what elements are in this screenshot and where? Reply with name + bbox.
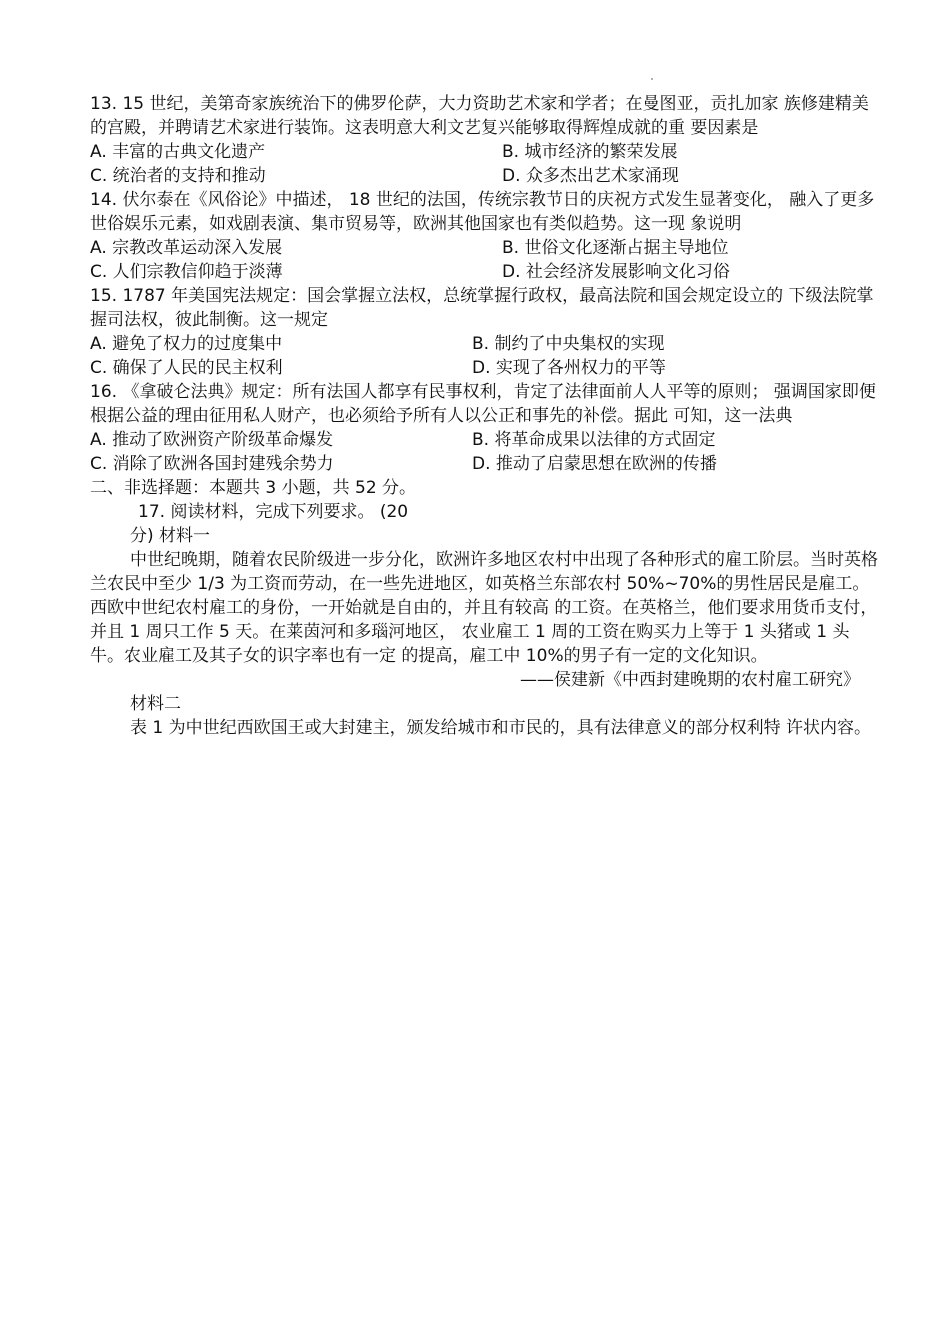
option-d[interactable]: D. 实现了各州权力的平等	[472, 358, 666, 378]
material-1-source: ——侯建新《中西封建晚期的农村雇工研究》	[520, 670, 860, 690]
material-1-text	[90, 548, 880, 668]
option-row	[90, 356, 880, 380]
section-title: 二、非选择题：本题共 3 小题，共 52 分。	[90, 478, 417, 498]
option-row	[90, 452, 880, 476]
question-13	[90, 92, 880, 188]
question-14	[90, 188, 880, 284]
option-b[interactable]: B. 将革命成果以法律的方式固定	[472, 430, 716, 450]
option-row	[90, 140, 880, 164]
material-2-text	[90, 716, 880, 740]
option-d[interactable]: D. 众多杰出艺术家涌现	[502, 166, 679, 186]
option-row	[90, 428, 880, 452]
question-stem: 14. 伏尔泰在《风俗论》中描述， 18 世纪的法国，传统宗教节日的庆祝方式发生显著变化， 融入了更多世俗娱乐元素，如戏剧表演、集市贸易等，欧洲其他国家也有类似趋势。这一现 象说明	[90, 190, 875, 234]
question-16	[90, 380, 880, 476]
option-a[interactable]: A. 避免了权力的过度集中	[90, 334, 283, 354]
option-c[interactable]: C. 确保了人民的民主权利	[90, 358, 283, 378]
option-d[interactable]: D. 推动了启蒙思想在欧洲的传播	[472, 454, 717, 474]
option-row	[90, 236, 880, 260]
option-c[interactable]: C. 消除了欧洲各国封建残余势力	[90, 454, 334, 474]
question-15	[90, 284, 880, 380]
question-stem: 16. 《拿破仑法典》规定：所有法国人都享有民事权利，肯定了法律面前人人平等的原则； 强调国家即便根据公益的理由征用私人财产，也必须给予所有人以公正和事先的补偿。据此 可知，这一法典	[90, 382, 876, 426]
option-d[interactable]: D. 社会经济发展影响文化习俗	[502, 262, 730, 282]
option-a[interactable]: A. 宗教改革运动深入发展	[90, 238, 283, 258]
option-row	[90, 164, 880, 188]
material-1-heading: 分) 材料一	[130, 526, 211, 546]
option-row	[90, 260, 880, 284]
material-1-body: 中世纪晚期，随着农民阶级进一步分化，欧洲许多地区农村中出现了各种形式的雇工阶层。当时英格兰农民中至少 1/3 为工资而劳动，在一些先进地区，如英格兰东部农村 50%~70%的男性居民是雇工。西欧中世纪农村雇工的身份，一开始就是自由的，并且有较高 的工资。在英格兰，他们要求用货币支付，并且 1 周只工作 5 天。在莱茵河和多瑙河地区， 农业雇工 1 周的工资在购买力上等于 1 头猪或 1 头牛。农业雇工及其子女的识字率也有一定 的提高，雇工中 10%的男子有一定的文化知识。	[90, 550, 878, 666]
option-b[interactable]: B. 制约了中央集权的实现	[472, 334, 665, 354]
material-2-heading: 材料二	[130, 694, 181, 714]
option-c[interactable]: C. 统治者的支持和推动	[90, 166, 266, 186]
option-row	[90, 332, 880, 356]
question-stem: 13. 15 世纪，美第奇家族统治下的佛罗伦萨，大力资助艺术家和学者；在曼图亚，贡扎加家 族修建精美的宫殿，并聘请艺术家进行装饰。这表明意大利文艺复兴能够取得辉煌成就的重 要因素是	[90, 94, 869, 138]
material-2-body: 表 1 为中世纪西欧国王或大封建主，颁发给城市和市民的，具有法律意义的部分权利特 许状内容。	[130, 718, 872, 738]
option-b[interactable]: B. 世俗文化逐渐占据主导地位	[502, 238, 729, 258]
option-a[interactable]: A. 推动了欧洲资产阶级革命爆发	[90, 430, 334, 450]
option-a[interactable]: A. 丰富的古典文化遗产	[90, 142, 266, 162]
speck	[651, 78, 653, 80]
question-stem: 15. 1787 年美国宪法规定：国会掌握立法权，总统掌握行政权，最高法院和国会规定设立的 下级法院掌握司法权，彼此制衡。这一规定	[90, 286, 874, 330]
exam-page	[90, 92, 880, 740]
option-c[interactable]: C. 人们宗教信仰趋于淡薄	[90, 262, 283, 282]
option-b[interactable]: B. 城市经济的繁荣发展	[502, 142, 678, 162]
question-17-heading: 17. 阅读材料，完成下列要求。 (20	[138, 502, 409, 522]
